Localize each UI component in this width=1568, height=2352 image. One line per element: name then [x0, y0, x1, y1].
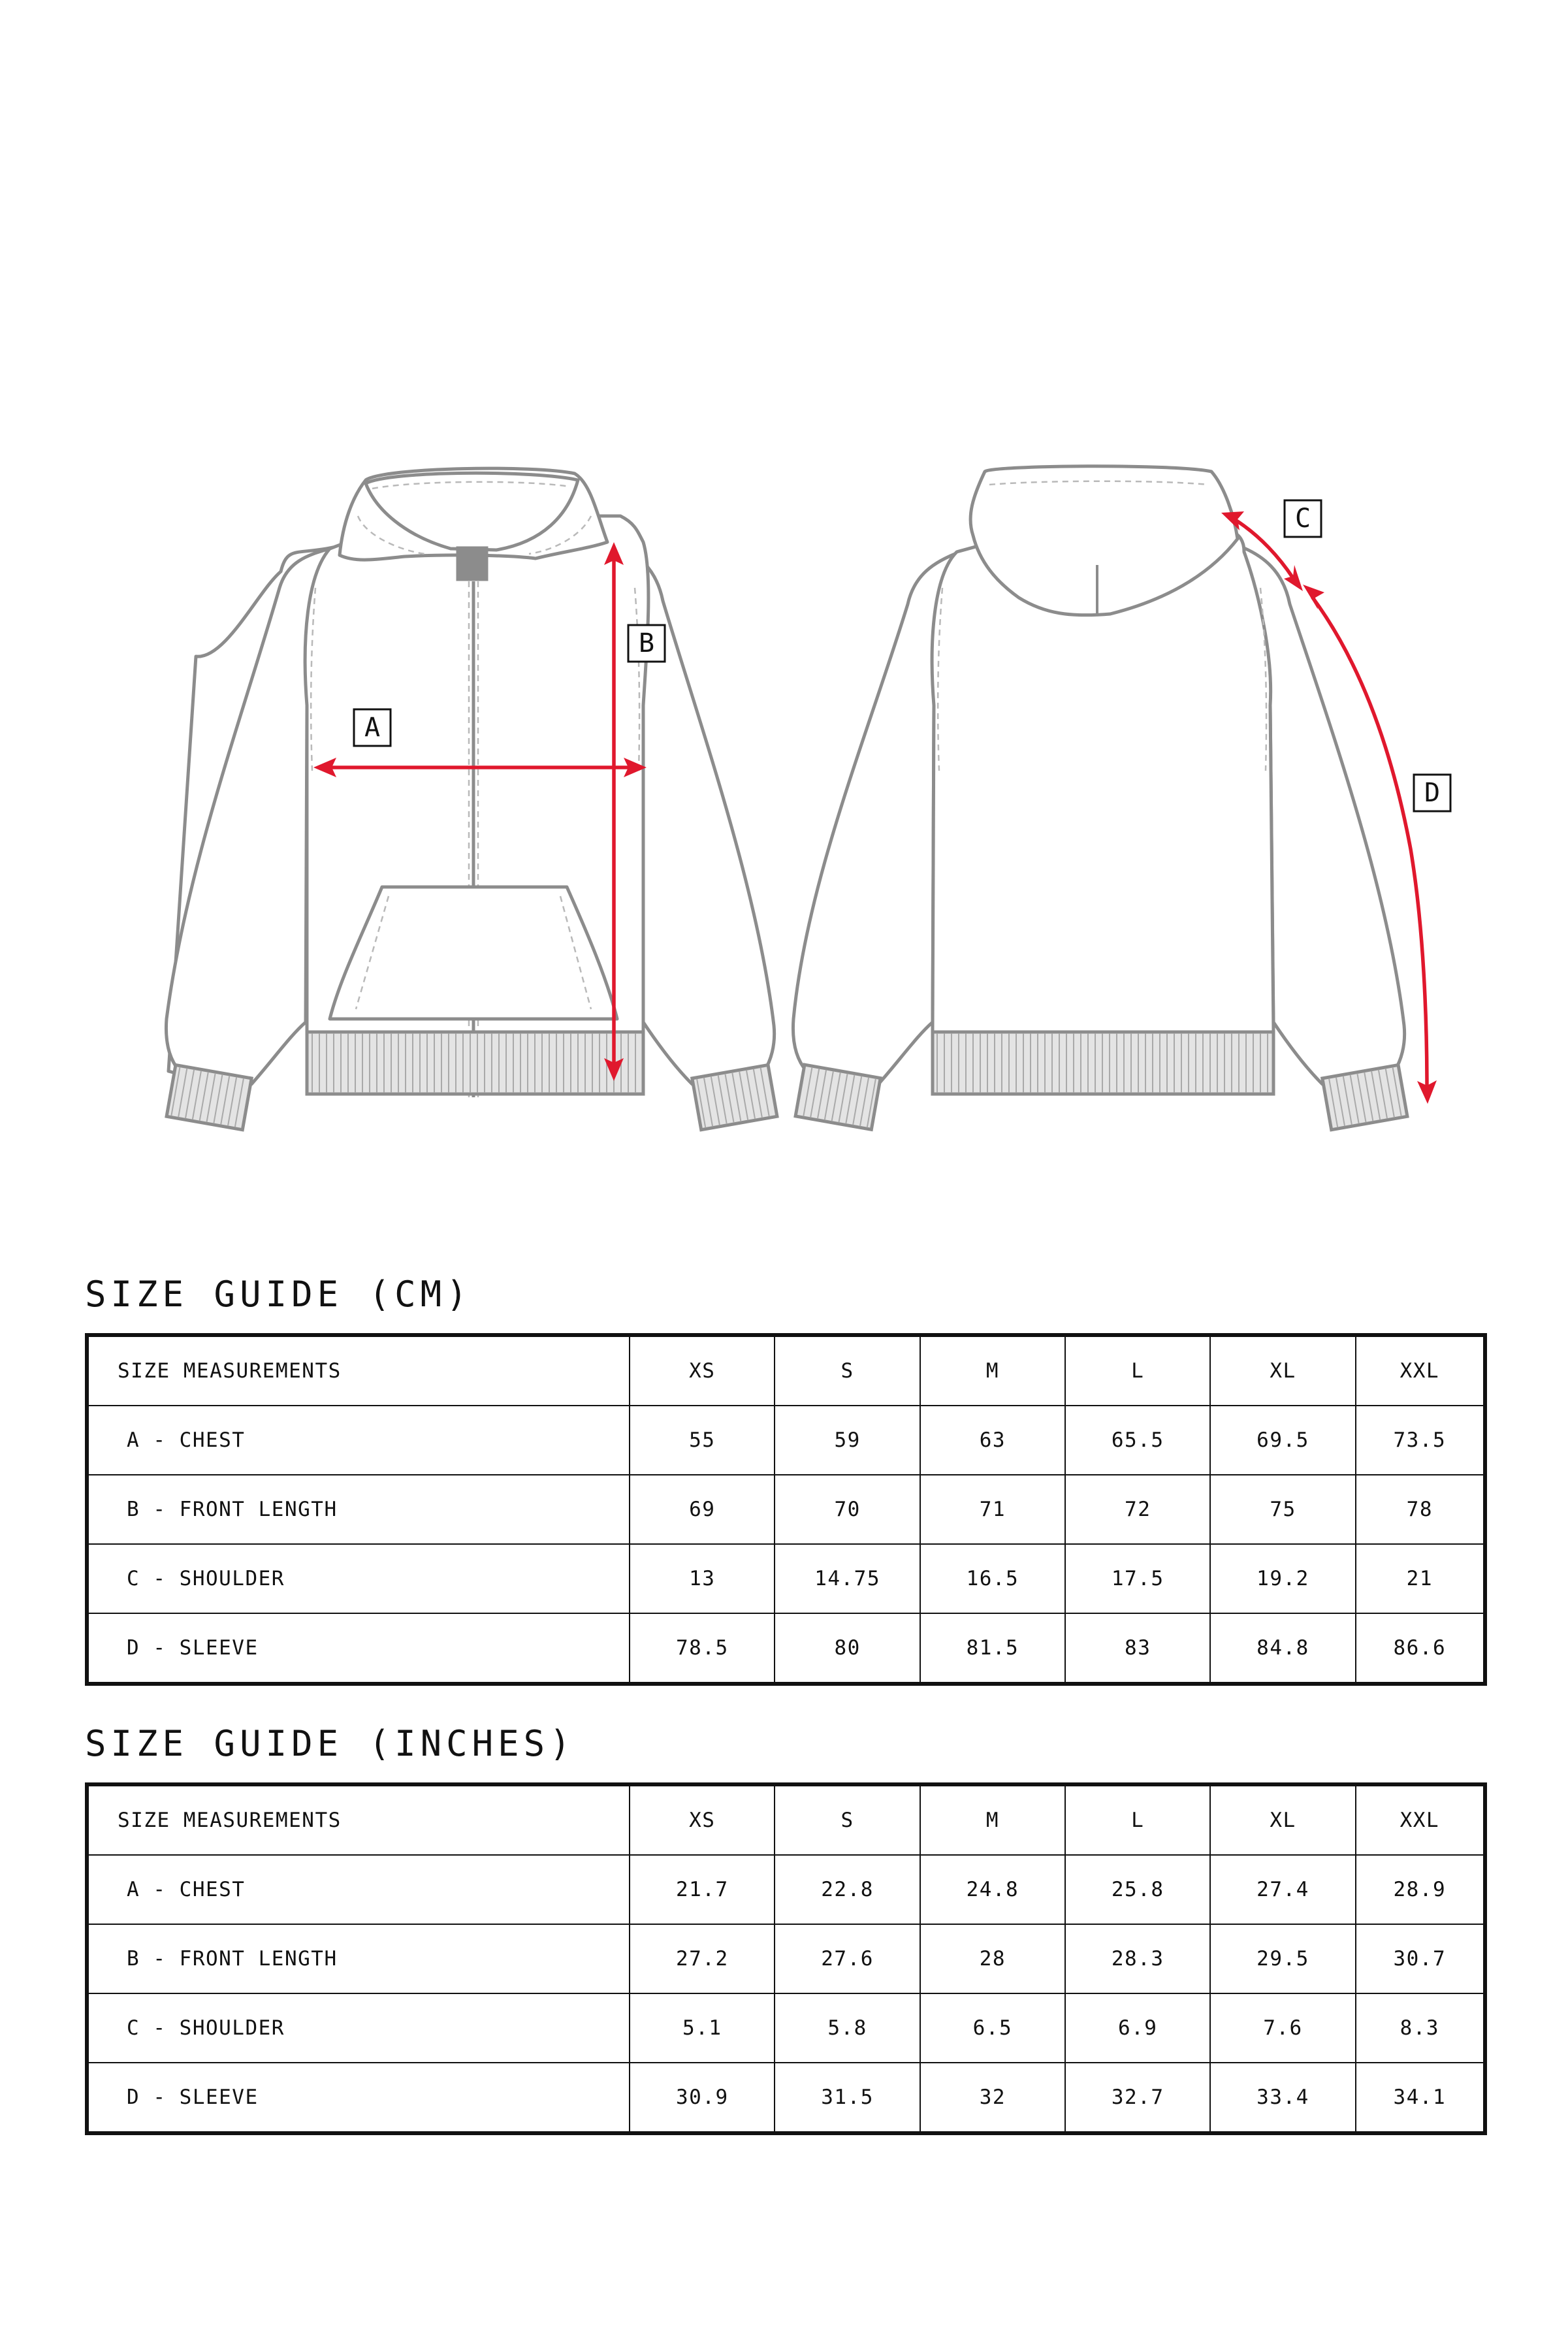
back-hoodie-illustration — [793, 466, 1450, 1130]
table-cell: 21 — [1356, 1544, 1485, 1613]
table-cell: 8.3 — [1356, 1993, 1485, 2063]
table-row — [87, 1544, 1485, 1613]
row-label: C - SHOULDER — [87, 1544, 630, 1613]
column-header: M — [920, 1784, 1065, 1855]
table-cell: 31.5 — [775, 2063, 920, 2133]
column-header: L — [1065, 1335, 1210, 1406]
column-header: M — [920, 1335, 1065, 1406]
table-cell: 84.8 — [1210, 1613, 1355, 1684]
column-header: S — [775, 1784, 920, 1855]
row-label: D - SLEEVE — [87, 2063, 630, 2133]
column-header: XL — [1210, 1784, 1355, 1855]
column-header: XXL — [1356, 1784, 1485, 1855]
label-c-box — [1285, 500, 1321, 537]
table-cell: 83 — [1065, 1613, 1210, 1684]
row-label: B - FRONT LENGTH — [87, 1924, 630, 1993]
row-label: A - CHEST — [87, 1855, 630, 1924]
table-cell: 30.9 — [630, 2063, 775, 2133]
table-cell: 13 — [630, 1544, 775, 1613]
table-row — [87, 1613, 1485, 1684]
table-cell: 70 — [775, 1475, 920, 1544]
table-row — [87, 2063, 1485, 2133]
label-a-box — [354, 709, 391, 746]
label-c: C — [1294, 504, 1311, 534]
table-cell: 81.5 — [920, 1613, 1065, 1684]
table-row — [87, 1855, 1485, 1924]
table-cell: 86.6 — [1356, 1613, 1485, 1684]
label-a: A — [364, 713, 381, 743]
table-cell: 27.4 — [1210, 1855, 1355, 1924]
table-row — [87, 1475, 1485, 1544]
table-cell: 7.6 — [1210, 1993, 1355, 2063]
table-cell: 69 — [630, 1475, 775, 1544]
table-cell: 75 — [1210, 1475, 1355, 1544]
column-header: S — [775, 1335, 920, 1406]
table-cell: 72 — [1065, 1475, 1210, 1544]
size-guide-inches-table — [85, 1782, 1487, 2135]
table-cell: 5.1 — [630, 1993, 775, 2063]
label-d-box — [1414, 775, 1450, 811]
table-cell: 65.5 — [1065, 1406, 1210, 1475]
column-header: L — [1065, 1784, 1210, 1855]
table-cell: 28.3 — [1065, 1924, 1210, 1993]
table-row — [87, 1406, 1485, 1475]
table-cell: 80 — [775, 1613, 920, 1684]
table-cell: 63 — [920, 1406, 1065, 1475]
kangaroo-pocket — [330, 887, 617, 1019]
table-cell: 24.8 — [920, 1855, 1065, 1924]
column-header: SIZE MEASUREMENTS — [87, 1784, 630, 1855]
table-cell: 34.1 — [1356, 2063, 1485, 2133]
table-cell: 71 — [920, 1475, 1065, 1544]
table-cell: 27.2 — [630, 1924, 775, 1993]
table-cell: 16.5 — [920, 1544, 1065, 1613]
table-cell: 32 — [920, 2063, 1065, 2133]
table-row — [87, 1924, 1485, 1993]
table-cell: 6.5 — [920, 1993, 1065, 2063]
table-cell: 78.5 — [630, 1613, 775, 1684]
row-label: D - SLEEVE — [87, 1613, 630, 1684]
table-cell: 73.5 — [1356, 1406, 1485, 1475]
front-hoodie-illustration — [166, 468, 776, 1130]
label-b: B — [638, 628, 655, 658]
table-cell: 78 — [1356, 1475, 1485, 1544]
table-header-row — [87, 1335, 1485, 1406]
column-header: SIZE MEASUREMENTS — [87, 1335, 630, 1406]
table-cell: 30.7 — [1356, 1924, 1485, 1993]
table-cell: 55 — [630, 1406, 775, 1475]
column-header: XS — [630, 1335, 775, 1406]
column-header: XXL — [1356, 1335, 1485, 1406]
size-guide-cm-title: SIZE GUIDE (CM) — [85, 1274, 472, 1315]
table-cell: 5.8 — [775, 1993, 920, 2063]
table-cell: 32.7 — [1065, 2063, 1210, 2133]
size-guide-cm-table — [85, 1333, 1487, 1686]
column-header: XS — [630, 1784, 775, 1855]
table-cell: 22.8 — [775, 1855, 920, 1924]
table-cell: 69.5 — [1210, 1406, 1355, 1475]
table-cell: 27.6 — [775, 1924, 920, 1993]
row-label: A - CHEST — [87, 1406, 630, 1475]
table-cell: 21.7 — [630, 1855, 775, 1924]
table-cell: 29.5 — [1210, 1924, 1355, 1993]
table-cell: 19.2 — [1210, 1544, 1355, 1613]
table-cell: 28 — [920, 1924, 1065, 1993]
table-cell: 25.8 — [1065, 1855, 1210, 1924]
table-header-row — [87, 1784, 1485, 1855]
table-cell: 59 — [775, 1406, 920, 1475]
table-cell: 28.9 — [1356, 1855, 1485, 1924]
label-d: D — [1424, 778, 1441, 808]
size-guide-inches-title: SIZE GUIDE (INCHES) — [85, 1723, 575, 1764]
table-cell: 14.75 — [775, 1544, 920, 1613]
table-cell: 17.5 — [1065, 1544, 1210, 1613]
neck-tag — [457, 547, 487, 580]
label-b-box — [628, 625, 665, 662]
table-row — [87, 1993, 1485, 2063]
row-label: C - SHOULDER — [87, 1993, 630, 2063]
table-cell: 33.4 — [1210, 2063, 1355, 2133]
table-cell: 6.9 — [1065, 1993, 1210, 2063]
row-label: B - FRONT LENGTH — [87, 1475, 630, 1544]
column-header: XL — [1210, 1335, 1355, 1406]
